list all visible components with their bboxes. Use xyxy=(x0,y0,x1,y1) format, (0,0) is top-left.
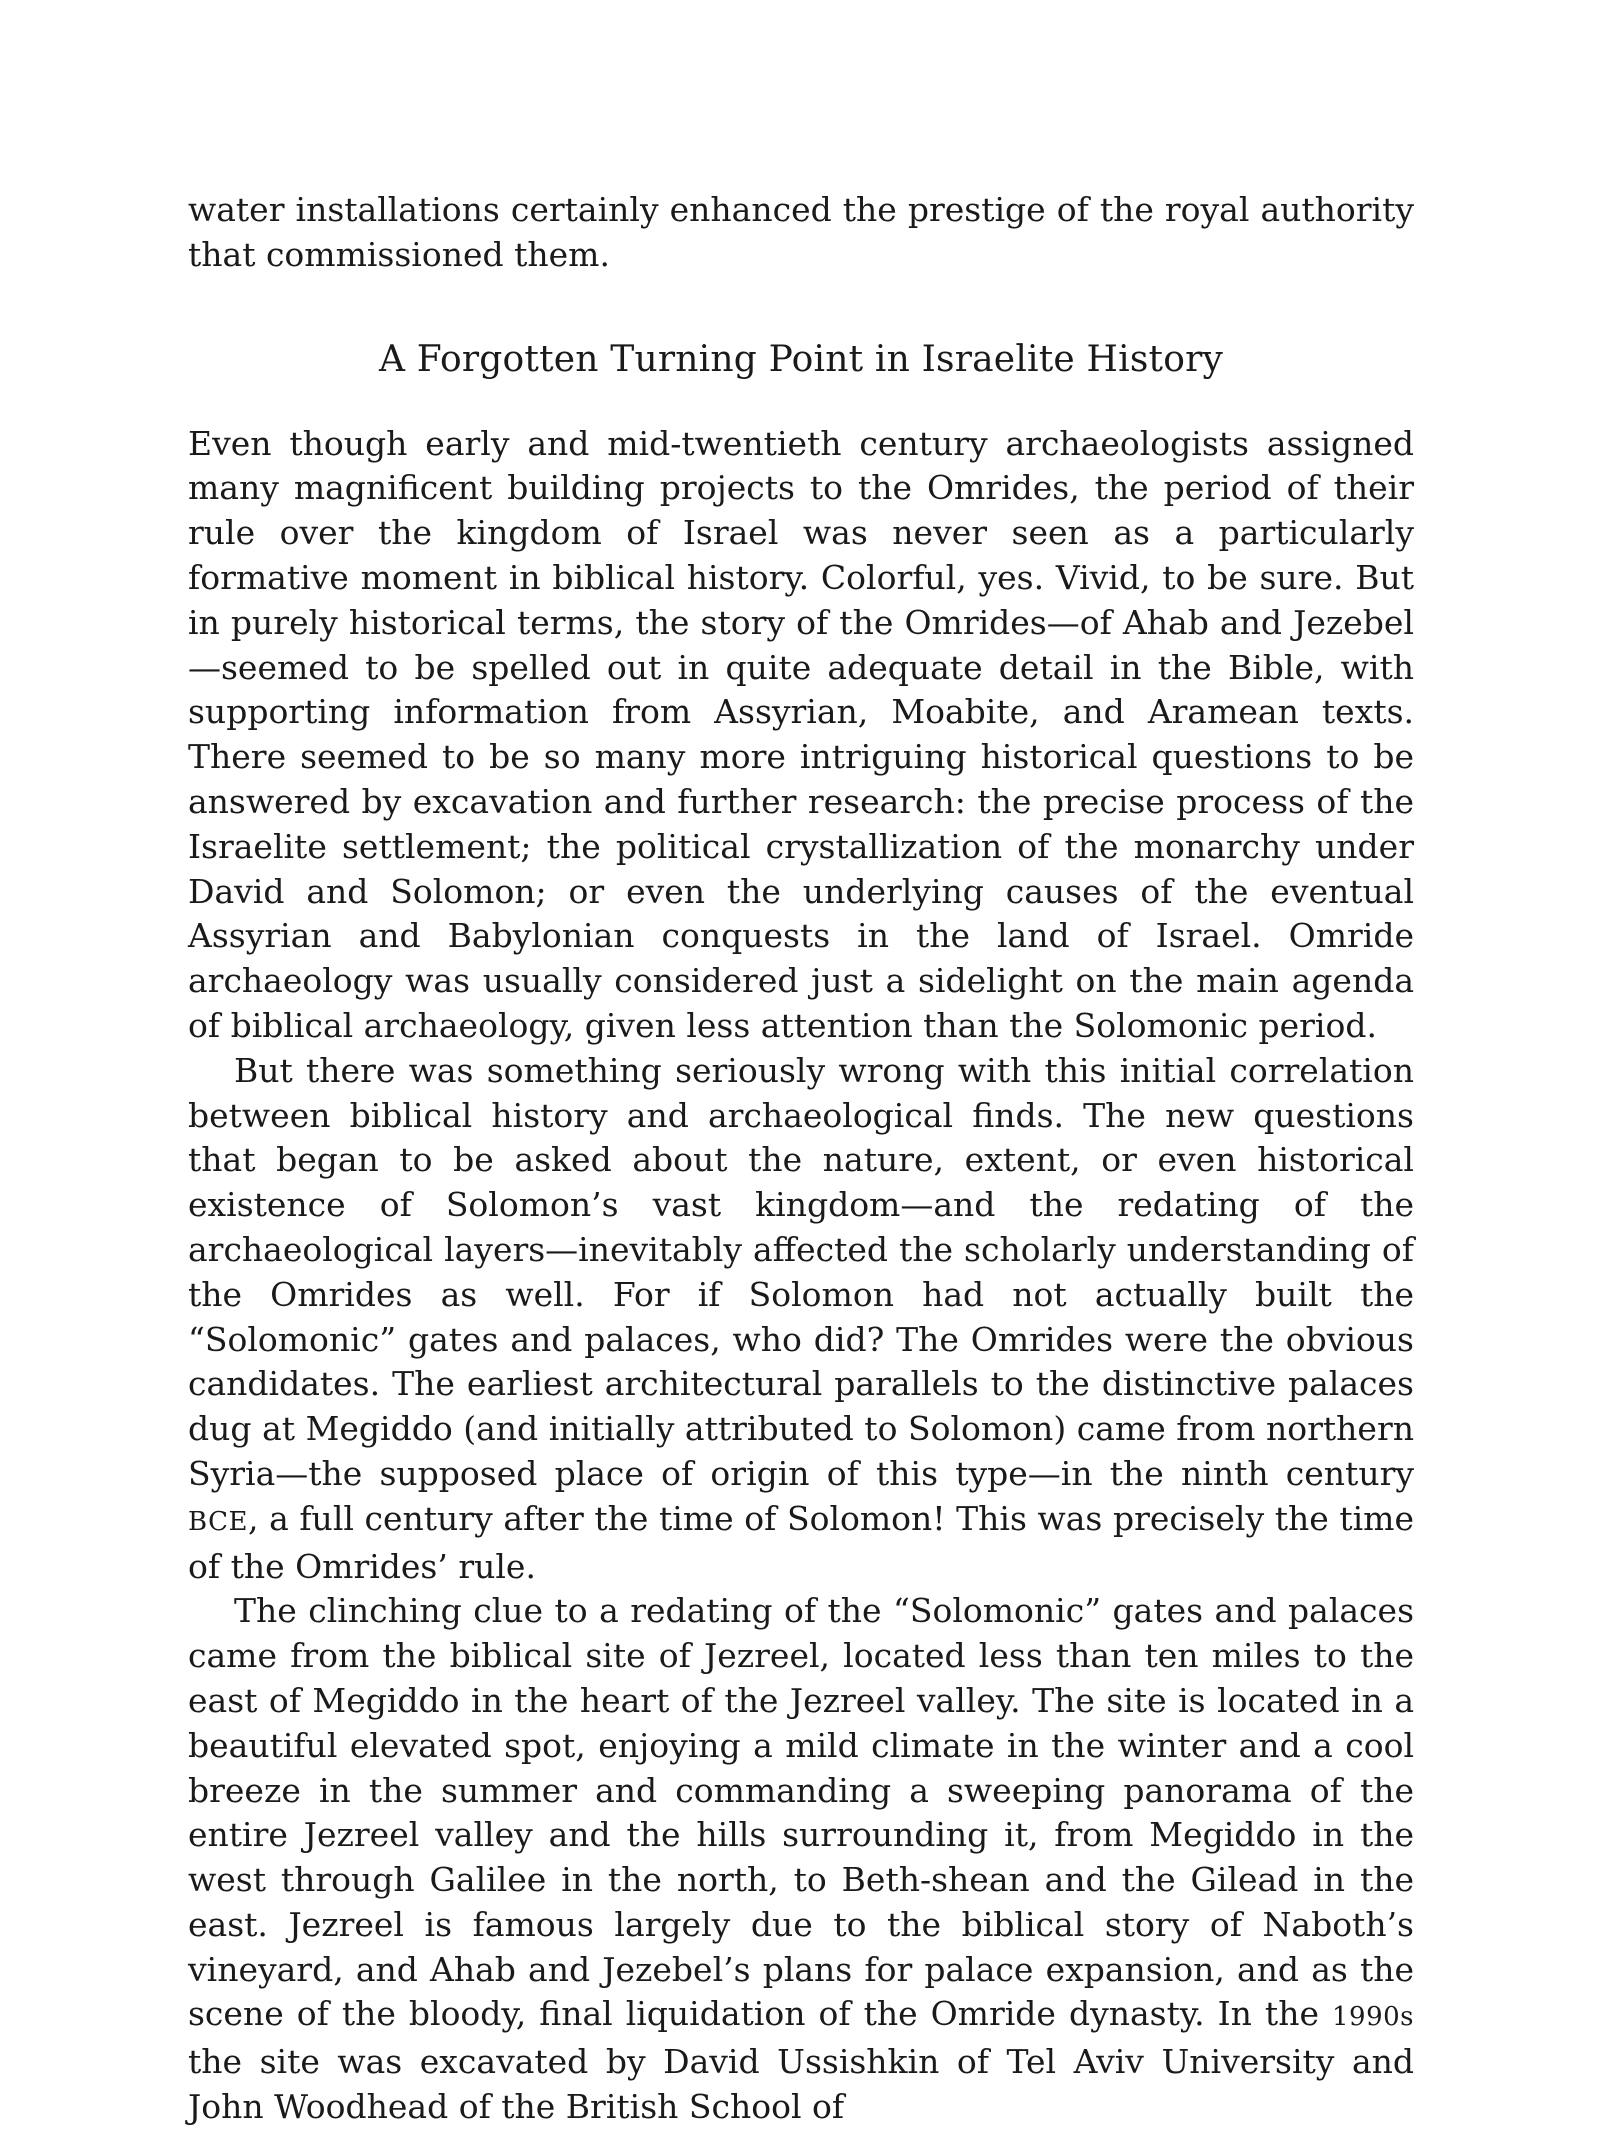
paragraph-1: Even though early and mid-twentieth century archaeologists assigned many magnificent building projects to the Omrides, the period of their rule over the kingdom of Israel was never seen as a particularly formative moment in biblical history. Colorful, yes. Vivid, to be sure. But in purely historical terms, the story of the Omrides—of Ahab and Jezebel—seemed to be spelled out in quite adequate detail in the Bible, with supporting information from Assyrian, Moabite, and Aramean texts. There seemed to be so many more intriguing historical questions to be answered by excavation and further research: the precise process of the Israelite settlement; the political crystallization of the monarchy under David and Solomon; or even the underlying causes of the eventual Assyrian and Babylonian conquests in the land of Israel. Omride archaeology was usually considered just a sidelight on the main agenda of biblical archaeology, given less attention than the Solomonic period. xyxy=(188,423,1414,1045)
paragraph-3-text-a: The clinching clue to a redating of the “Solomonic” gates and palaces came from the biblical site of Jezreel, located less than ten miles to the east of Megiddo in the heart of the Jezreel valley. The site is located in a beautiful elevated spot, enjoying a mild climate in the winter and a cool breeze in the summer and commanding a sweeping panorama of the entire Jezreel valley and the hills surrounding it, from Megiddo in the west through Galilee in the north, to Beth-shean and the Gilead in the east. Jezreel is famous largely due to the biblical story of Naboth’s vineyard, and Ahab and Jezebel’s plans for palace expansion, and as the scene of the bloody, final liquidation of the Omride dynasty. In the xyxy=(188,1591,1414,2034)
decade-numeral: 1990s xyxy=(1331,2002,1414,2033)
continuation-paragraph: water installations certainly enhanced the prestige of the royal authority that commissioned them. xyxy=(188,190,1414,274)
paragraph-3-text-b: the site was excavated by David Ussishkin of Tel Aviv University and John Woodhead of the British School of xyxy=(188,2042,1414,2127)
paragraph-2 xyxy=(188,1049,1414,1590)
section-heading: A Forgotten Turning Point in Israelite History xyxy=(378,338,1224,380)
paragraph-3 xyxy=(188,1589,1414,2130)
era-abbreviation: BCE xyxy=(188,1506,248,1537)
paragraph-2-text-a: But there was something seriously wrong with this initial correlation between biblical history and archaeological finds. The new questions that began to be asked about the nature, extent, or even historical existence of Solomon’s vast kingdom—and the redating of the archaeological layers—inevitably affected the scholarly understanding of the Omrides as well. For if Solomon had not actually built the “Solomonic” gates and palaces, who did? The Omrides were the obvious candidates. The earliest architectural parallels to the distinctive palaces dug at Megiddo (and initially attributed to Solomon) came from northern Syria—the supposed place of origin of this type—in the ninth century xyxy=(188,1050,1414,1493)
paragraph-2-text-b: , a full century after the time of Solomon! This was precisely the time of the Omrides’ rule. xyxy=(188,1498,1414,1586)
book-page xyxy=(188,188,1414,2130)
